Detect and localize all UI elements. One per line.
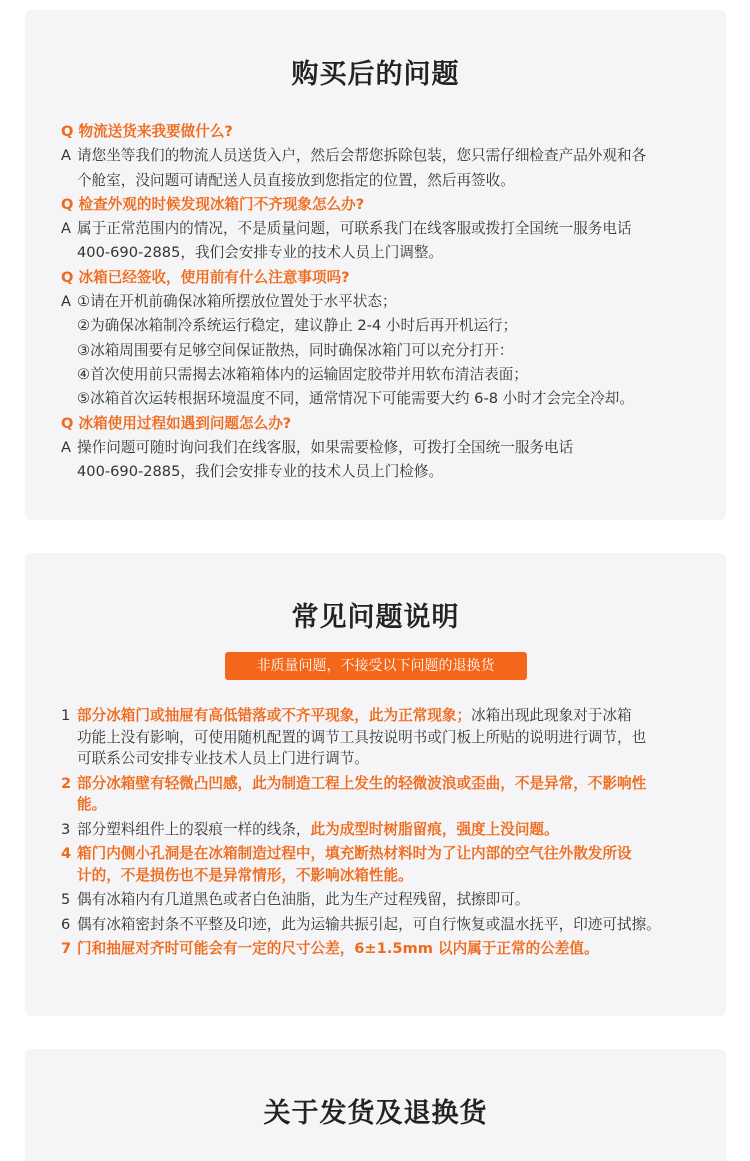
- note-highlight: 门和抽屉对齐时可能会有一定的尺寸公差，6±1.5mm 以内属于正常的公差值。: [77, 940, 599, 957]
- section-title: 关于发货及退换货: [263, 1098, 488, 1129]
- note-number: 4: [61, 845, 72, 862]
- note-item: [61, 843, 702, 886]
- note-text: 功能上没有影响，可使用随机配置的调节工具按说明书或门板上所贴的说明进行调节，也: [77, 728, 647, 746]
- question-4: Q 冰箱使用过程如遇到问题怎么办?: [61, 414, 292, 432]
- note-number: 1: [61, 707, 71, 724]
- notes-list: [61, 705, 702, 963]
- shipping-returns-card: [25, 1049, 726, 1161]
- note-item: [61, 938, 702, 960]
- answer-prefix: A: [61, 293, 71, 311]
- answer-3: [61, 290, 706, 411]
- question-1: Q 物流送货来我要做什么?: [61, 123, 233, 140]
- answer-4: [61, 436, 706, 485]
- answer-line: 操作问题可随时询问我们在线客服，如果需要检修，可拨打全国统一服务电话: [77, 438, 574, 456]
- note-number: 3: [61, 820, 71, 838]
- note-number: 6: [61, 915, 71, 933]
- note-highlight: 计的，不是损伤也不是异常情形，不影响冰箱性能。: [77, 866, 413, 884]
- note-item: [61, 914, 702, 936]
- purchase-faq-card: [25, 10, 726, 520]
- answer-line: 属于正常范围内的情况，不是质量问题，可联系我门在线客服或拨打全国统一服务电话: [77, 220, 632, 238]
- answer-prefix: A: [61, 220, 71, 238]
- answer-line: 请您坐等我们的物流人员送货入户，然后会帮您拆除包装，您只需仔细检查产品外观和各: [77, 147, 647, 165]
- note-number: 2: [61, 774, 72, 792]
- answer-item: ⑤冰箱首次运转根据环境温度不同，通常情况下可能需要大约 6-8 小时才会完全冷却。: [77, 390, 634, 408]
- answer-line: 400-690-2885，我们会安排专业的技术人员上门调整。: [77, 244, 444, 262]
- note-text: 偶有冰箱密封条不平整及印迹，此为运输共振引起，可自行恢复或温水抚平，印迹可拭擦。: [77, 915, 661, 933]
- answer-item: ②为确保冰箱制冷系统运行稳定，建议静止 2-4 小时后再开机运行；: [77, 317, 518, 335]
- note-highlight: 部分冰箱壁有轻微凸凹感，此为制造工程上发生的轻微波浪或歪曲，不是异常，不影响性: [77, 774, 647, 792]
- note-text: 部分塑料组件上的裂痕一样的线条，: [77, 820, 311, 838]
- answer-item: ④首次使用前只需揭去冰箱箱体内的运输固定胶带并用软布清洁表面；: [77, 365, 528, 383]
- note-item: [61, 889, 702, 911]
- note-text: 偶有冰箱内有几道黑色或者白色油脂，此为生产过程残留，拭擦即可。: [77, 891, 530, 908]
- answer-1: [61, 144, 706, 193]
- qa-list: [61, 120, 706, 484]
- answer-2: [61, 217, 706, 266]
- note-text: 可联系公司安排专业技术人员上门进行调节。: [77, 750, 369, 767]
- answer-item: ③冰箱周围要有足够空间保证散热，同时确保冰箱门可以充分打开：: [77, 341, 514, 359]
- note-text: 冰箱出现此现象对于冰箱: [471, 707, 632, 724]
- answer-line: 个舱室，没问题可请配送人员直接放到您指定的位置，然后再签收。: [77, 171, 515, 189]
- note-highlight: 箱门内侧小孔洞是在冰箱制造过程中，填充断热材料时为了让内部的空气往外散发所设: [77, 845, 632, 862]
- note-item: [61, 773, 702, 816]
- section-title: 购买后的问题: [291, 59, 460, 90]
- question-3: Q 冰箱已经签收，使用前有什么注意事项吗?: [61, 268, 350, 286]
- note-highlight: 部分冰箱门或抽屉有高低错落或不齐平现象，此为正常现象；: [77, 707, 472, 724]
- note-highlight: 此为成型时树脂留痕，强度上没问题。: [310, 820, 559, 838]
- note-highlight: 能。: [77, 796, 107, 813]
- answer-item: ①请在开机前确保冰箱所摆放位置处于水平状态；: [77, 293, 397, 311]
- common-issues-card: [25, 553, 726, 1016]
- answer-prefix: A: [61, 438, 71, 456]
- note-item: [61, 705, 702, 770]
- question-2: Q 检查外观的时候发现冰箱门不齐现象怎么办?: [61, 195, 365, 213]
- answer-line: 400-690-2885，我们会安排专业的技术人员上门检修。: [77, 463, 444, 481]
- non-quality-badge: 非质量问题，不接受以下问题的退换货: [225, 652, 527, 680]
- note-number: 5: [61, 891, 71, 908]
- section-title: 常见问题说明: [291, 602, 460, 633]
- note-item: [61, 819, 702, 841]
- answer-prefix: A: [61, 147, 71, 165]
- note-number: 7: [61, 940, 72, 957]
